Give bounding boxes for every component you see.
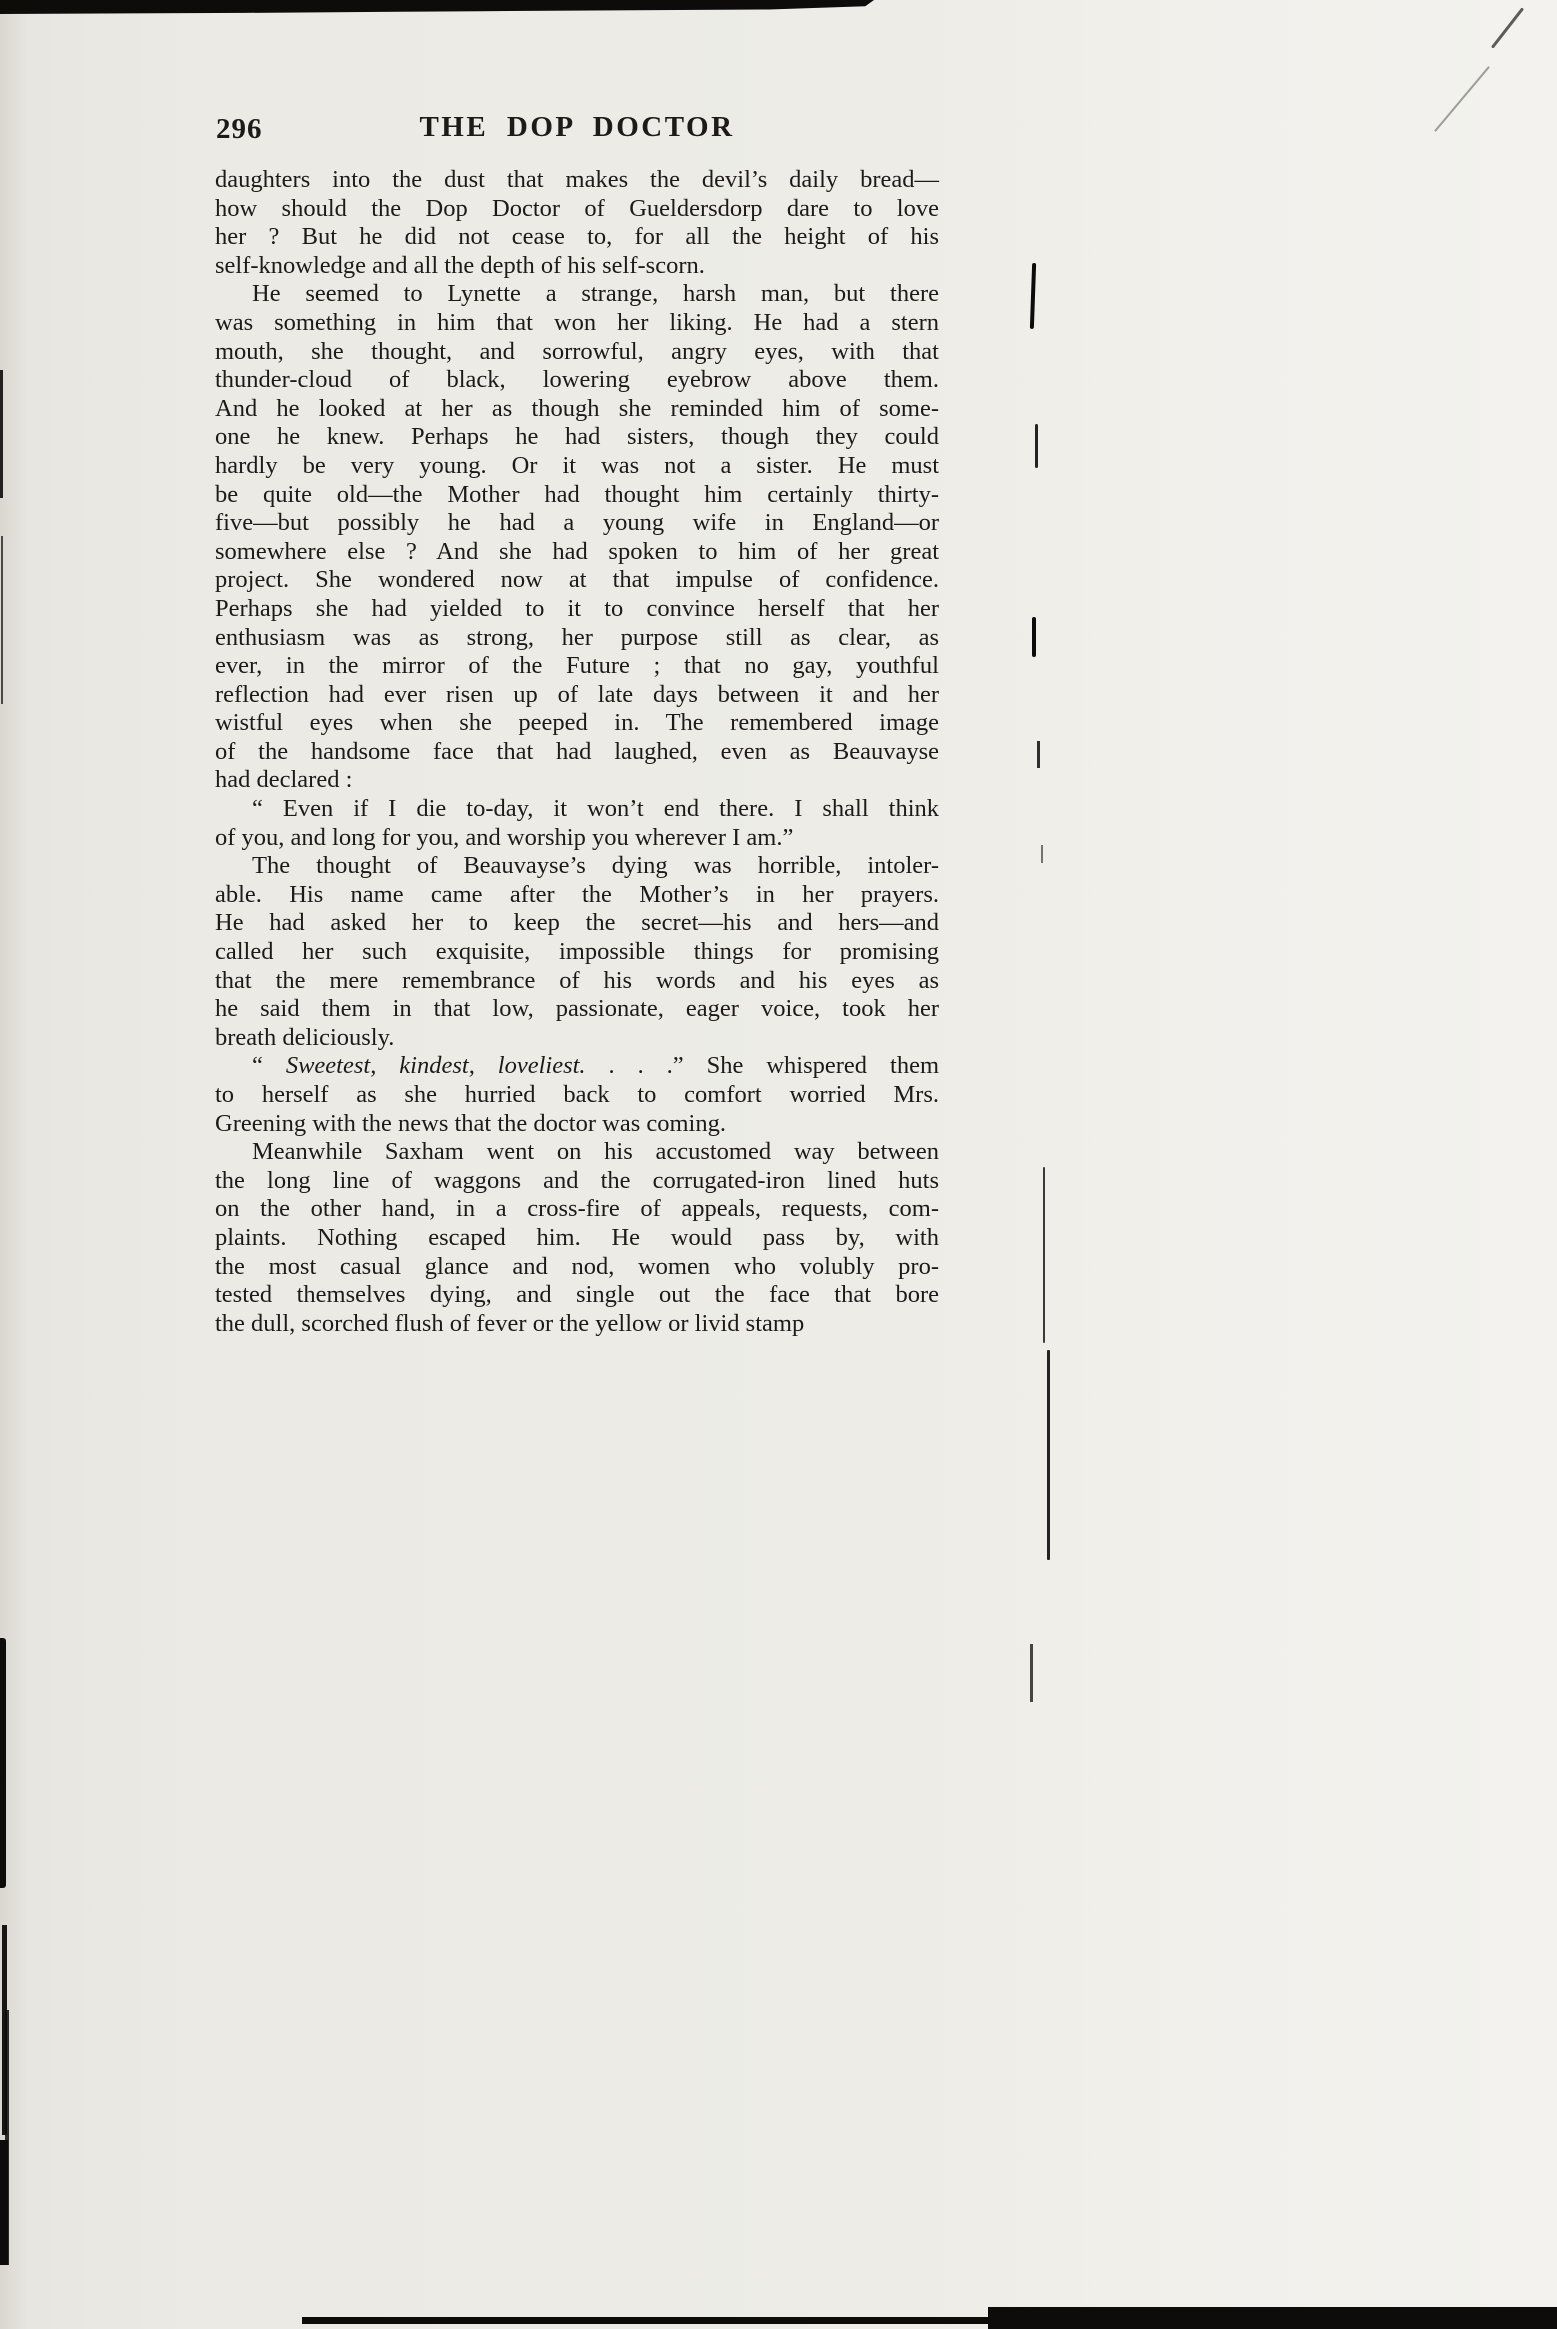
text-line: daughters into the dust that makes the devil’s daily bread— xyxy=(215,166,939,193)
text-line: “ Sweetest, kindest, loveliest. . . .” She whispered them xyxy=(252,1052,939,1080)
text-line: Meanwhile Saxham went on his accustomed way between xyxy=(252,1138,939,1166)
ink-mark-right xyxy=(1032,617,1036,657)
text-line: how should the Dop Doctor of Gueldersdorp dare to love xyxy=(215,194,939,222)
running-title: THE DOP DOCTOR xyxy=(419,111,735,143)
text-line: the most casual glance and nod, women who volubly pro- xyxy=(215,1252,939,1280)
text-column xyxy=(215,111,939,1338)
ink-mark-right xyxy=(1030,1644,1033,1702)
text-line: that the mere remembrance of his words and his eyes as xyxy=(215,966,939,994)
text-line: of the handsome face that had laughed, even as Beauvayse xyxy=(215,737,939,765)
text-line: the long line of waggons and the corrugated-iron lined huts xyxy=(215,1166,939,1194)
scan-edge-top-bar xyxy=(0,0,874,14)
text-line: the dull, scorched flush of fever or the yellow or livid stamp xyxy=(215,1309,805,1337)
page-text xyxy=(215,166,939,1338)
ink-streak-right xyxy=(1047,1350,1050,1560)
page-number: 296 xyxy=(216,113,263,145)
text-line: be quite old—the Mother had thought him certainly thirty- xyxy=(215,480,939,508)
text-line: on the other hand, in a cross-fire of appeals, requests, com- xyxy=(215,1195,939,1223)
text-line: one he knew. Perhaps he had sisters, though they could xyxy=(215,423,939,451)
text-line: wistful eyes when she peeped in. The remembered image xyxy=(215,709,939,737)
text-line: enthusiasm was as strong, her purpose still as clear, as xyxy=(215,623,939,651)
text-line: of you, and long for you, and worship you wherever I am.” xyxy=(215,823,794,851)
text-line: Greening with the news that the doctor was coming. xyxy=(215,1109,726,1137)
text-line: somewhere else ? And she had spoken to him of her great xyxy=(215,537,939,565)
text-line: mouth, she thought, and sorrowful, angry eyes, with that xyxy=(215,337,939,365)
text-line: And he looked at her as though she reminded him of some- xyxy=(215,394,939,422)
text-line: “ Even if I die to-day, it won’t end there. I shall think xyxy=(252,795,939,823)
ink-streak-right xyxy=(1043,1167,1045,1343)
scan-edge-left-mark xyxy=(0,370,3,498)
text-line: breath deliciously. xyxy=(215,1023,395,1051)
text-line: tested themselves dying, and single out the face that bore xyxy=(215,1281,939,1309)
text-line: self-knowledge and all the depth of his self-scorn. xyxy=(215,251,705,279)
text-line: he said them in that low, passionate, eager voice, took her xyxy=(215,995,939,1023)
text-line: Perhaps she had yielded to it to convince herself that her xyxy=(215,594,939,622)
text-line: plaints. Nothing escaped him. He would pass by, with xyxy=(215,1223,939,1251)
ink-mark-right xyxy=(1041,845,1043,863)
text-line: He had asked her to keep the secret—his and hers—and xyxy=(215,909,939,937)
text-line: her ? But he did not cease to, for all the height of his xyxy=(215,223,939,251)
text-line: to herself as she hurried back to comfort worried Mrs. xyxy=(215,1081,939,1108)
text-line: He seemed to Lynette a strange, harsh man, but there xyxy=(252,280,939,308)
text-line: hardly be very young. Or it was not a sister. He must xyxy=(215,451,939,479)
text-line: thunder-cloud of black, lowering eyebrow above them. xyxy=(215,366,939,394)
text-line: called her such exquisite, impossible things for promising xyxy=(215,938,939,966)
scan-edge-bottom-bar xyxy=(988,2307,1557,2329)
text-line: project. She wondered now at that impulse of confidence. xyxy=(215,566,939,594)
scan-edge-left-mark xyxy=(0,1638,6,1888)
text-line: was something in him that won her liking. He had a stern xyxy=(215,308,939,336)
pen-mark-top-right xyxy=(1491,7,1524,48)
text-line: The thought of Beauvayse’s dying was horrible, intoler- xyxy=(252,852,939,880)
scan-edge-left-mark xyxy=(1,536,3,704)
text-line: ever, in the mirror of the Future ; that no gay, youthful xyxy=(215,652,939,680)
ink-mark-right xyxy=(1037,741,1040,768)
text-line: reflection had ever risen up of late days between it and her xyxy=(215,680,939,708)
scan-edge-left-mark xyxy=(0,2140,8,2265)
text-line: had declared : xyxy=(215,766,353,794)
page-header xyxy=(215,111,939,147)
text-line: five—but possibly he had a young wife in England—or xyxy=(215,509,939,537)
text-line: able. His name came after the Mother’s in her prayers. xyxy=(215,880,939,908)
pen-mark-top-right-2 xyxy=(1434,66,1490,132)
ink-mark-right xyxy=(1030,263,1036,329)
ink-mark-right xyxy=(1035,424,1038,468)
